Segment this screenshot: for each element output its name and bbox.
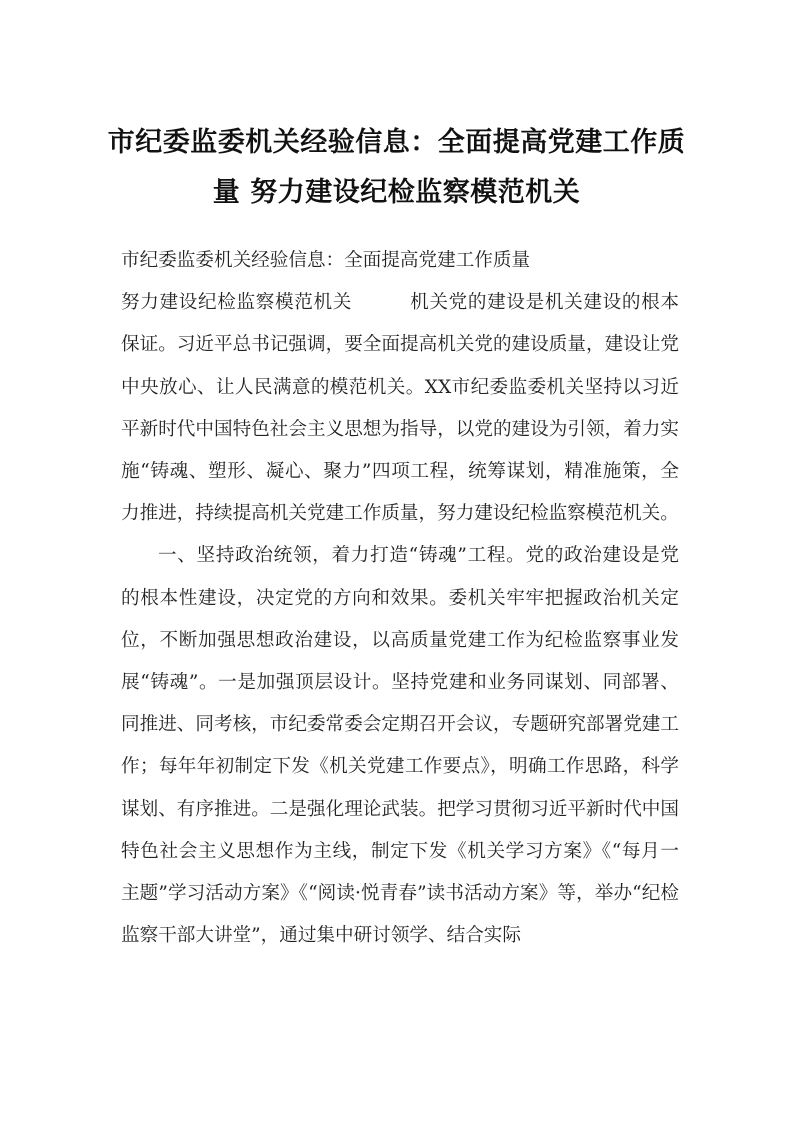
section-one-paragraph: 一、坚持政治统领，着力打造“铸魂”工程。党的政治建设是党的根本性建设，决定党的方向和效果。委机关牢牢把握政治机关定位，不断加强思想政治建设，以高质量党建工作为纪检监察事业发展“铸魂”。一是加强顶层设计。坚持党建和业务同谋划、同部署、同推进、同考核，市纪委常委会定期召开会议，专题研究部署党建工作；每年年初制定下发《机关党建工作要点》，明确工作思路，科学谋划、有序推进。二是强化理论武装。把学习贯彻习近平新时代中国特色社会主义思想作为主线，制定下发《机关学习方案》《“每月一主题”学习活动方案》《“阅读·悦青春”读书活动方案》等，举办“纪检监察干部大讲堂”，通过集中研讨领学、结合实际 [121,545,679,947]
intro-paragraph-text: 机关党的建设是机关建设的根本保证。习近平总书记强调，要全面提高机关党的建设质量，建设让党中央放心、让人民满意的模范机关。XX市纪委监委机关坚持以习近平新时代中国特色社会主义思想为指导，以党的建设为引领，着力实施“铸魂、塑形、凝心、聚力”四项工程，统筹谋划，精准施策，全力推进，持续提高机关党建工作质量，努力建设纪检监察模范机关。 [121,292,679,525]
lead-title: 努力建设纪检监察模范机关 [121,292,353,314]
document-body [121,240,679,957]
intro-paragraph [121,282,679,535]
document-title: 市纪委监委机关经验信息：全面提高党建工作质量 努力建设纪检监察模范机关 [107,127,686,208]
document-subtitle: 市纪委监委机关经验信息：全面提高党建工作质量 [121,250,531,271]
